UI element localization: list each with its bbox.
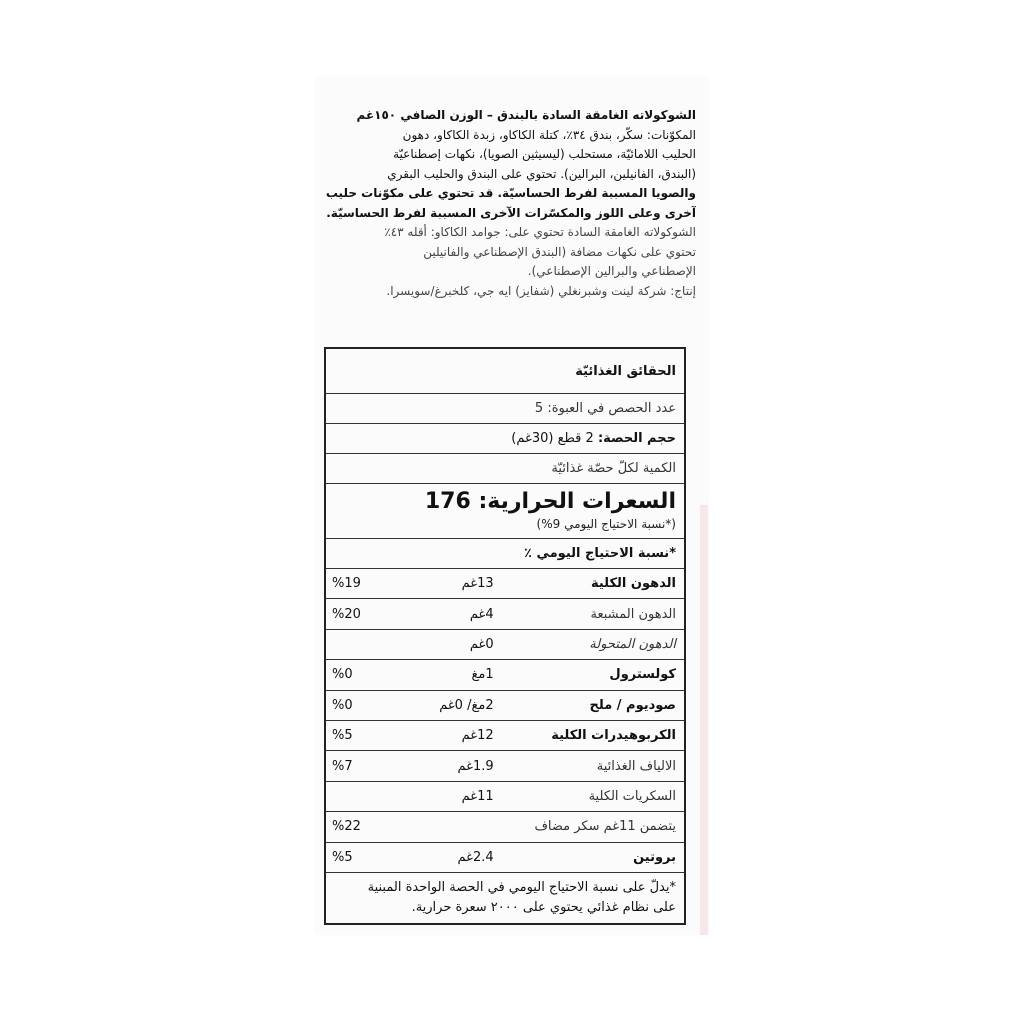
nutrient-row-trans-fat bbox=[325, 629, 685, 659]
nutrient-dv: %0 bbox=[325, 690, 409, 720]
serving-size-label: حجم الحصة: bbox=[597, 431, 676, 446]
nutrient-dv bbox=[325, 629, 409, 659]
allergen-line: والصويا المسببة لفرط الحساسيّة. قد تحتوي على مكوّنات حليب bbox=[326, 186, 696, 200]
nutrient-name: بروتين bbox=[502, 842, 685, 872]
nutrient-name: الدهون الكلية bbox=[502, 569, 685, 599]
cocoa-line: الشوكولاته الغامقة السادة تحتوي على: جوامد الكاكاو: أقله ٤٣٪ bbox=[384, 225, 696, 239]
servings-per-container: عدد الحصص في العبوة: 5 bbox=[325, 394, 685, 424]
calories-value: 176 bbox=[424, 489, 471, 514]
nutrient-amount: 2مغ/ 0غم bbox=[409, 690, 502, 720]
nutrient-dv bbox=[325, 781, 409, 811]
producer-line: إنتاج: شركة لينت وشبرنغلي (شفايز) ايه جي، كلخبرغ/سويسرا. bbox=[386, 283, 696, 298]
nutrient-row-added-sugars bbox=[325, 812, 685, 842]
facts-title: الحقائق الغذائيّة bbox=[325, 348, 685, 394]
calories-label: السعرات الحرارية: bbox=[478, 489, 676, 514]
nutrient-name: يتضمن 11غم سكر مضاف bbox=[409, 812, 685, 842]
nutrient-row-total-sugars bbox=[325, 781, 685, 811]
nutrient-dv: %20 bbox=[325, 599, 409, 629]
calories-dv: (*نسبة الاحتياج اليومي 9%) bbox=[536, 517, 676, 531]
nutrient-name: السكريات الكلية bbox=[502, 781, 685, 811]
nutrient-amount: 0غم bbox=[409, 629, 502, 659]
facts-title-row bbox=[325, 348, 685, 394]
nutrient-row-total-fat bbox=[325, 569, 685, 599]
nutrient-row-sodium bbox=[325, 690, 685, 720]
product-title: الشوكولاته الغامقة السادة بالبندق – الوزن الصافي ١٥٠غم bbox=[356, 108, 696, 122]
nutrient-name: صوديوم / ملح bbox=[502, 690, 685, 720]
nutrient-name: الالياف الغذائية bbox=[502, 751, 685, 781]
nutrient-row-carbohydrates bbox=[325, 720, 685, 750]
dv-header: *نسبة الاحتياج اليومي ٪ bbox=[325, 539, 685, 569]
nutrient-name: الكربوهيدرات الكلية bbox=[502, 720, 685, 750]
nutrient-dv: %22 bbox=[325, 812, 409, 842]
nutrient-row-protein bbox=[325, 842, 685, 872]
nutrient-amount: 4غم bbox=[409, 599, 502, 629]
flavour-line: تحتوي على نكهات مضافة (البندق الإصطناعي والفانيلين bbox=[423, 244, 696, 259]
nutrition-facts-table bbox=[324, 347, 686, 925]
nutrient-amount: 2.4غم bbox=[409, 842, 502, 872]
flavour-line: الإصطناعي والبرالين الإصطناعي). bbox=[527, 264, 696, 278]
allergen-line: آخرى وعلى اللوز والمكسّرات الآخرى المسببة لفرط الحساسيّة. bbox=[326, 205, 696, 220]
nutrient-amount: 12غم bbox=[409, 720, 502, 750]
nutrient-row-saturated-fat bbox=[325, 599, 685, 629]
servings-row bbox=[325, 394, 685, 424]
footnote-line: على نظام غذائي يحتوي على ٢٠٠٠ سعرة حرارية. bbox=[411, 899, 676, 915]
nutrient-dv: %0 bbox=[325, 660, 409, 690]
calories-row bbox=[325, 484, 685, 539]
calories bbox=[325, 484, 685, 539]
ingredients-line: الحليب اللامائيّة، مستحلب (ليسيثين الصويا)، نكهات إصطناعيّة bbox=[393, 147, 696, 161]
nutrient-name: الدهون المتحولة bbox=[502, 629, 685, 659]
nutrient-name: كولسترول bbox=[502, 660, 685, 690]
nutrient-dv: %5 bbox=[325, 720, 409, 750]
footnote bbox=[325, 872, 685, 924]
serving-size-value: 2 قطع (30غم) bbox=[511, 431, 594, 446]
amount-per-serving: الكمية لكلّ حصّة غذائيّة bbox=[325, 454, 685, 484]
nutrient-amount: 11غم bbox=[409, 781, 502, 811]
ingredients-line: (البندق، الفانيلين، البرالين). تحتوي على البندق والحليب البقري bbox=[387, 166, 696, 181]
package-edge bbox=[700, 505, 708, 935]
nutrient-name: الدهون المشبعة bbox=[502, 599, 685, 629]
nutrient-dv: %5 bbox=[325, 842, 409, 872]
calories-line bbox=[332, 489, 676, 515]
nutrient-row-fiber bbox=[325, 751, 685, 781]
serving-size-row bbox=[325, 424, 685, 454]
dv-header-row bbox=[325, 539, 685, 569]
amount-per-serving-row bbox=[325, 454, 685, 484]
nutrient-dv: %19 bbox=[325, 569, 409, 599]
nutrient-row-cholesterol bbox=[325, 660, 685, 690]
ingredients-line: المكوّنات: سكّر، بندق ٣٤٪، كتلة الكاكاو، زبدة الكاكاو، دهون bbox=[402, 127, 696, 142]
nutrient-amount: 1مغ bbox=[409, 660, 502, 690]
footnote-line: *يدلّ على نسبة الاحتياج اليومي في الحصة الواحدة المبنية bbox=[367, 879, 676, 895]
nutrient-amount: 1.9غم bbox=[409, 751, 502, 781]
serving-size bbox=[325, 424, 685, 454]
nutrient-dv: %7 bbox=[325, 751, 409, 781]
nutrient-amount: 13غم bbox=[409, 569, 502, 599]
footnote-row bbox=[325, 872, 685, 924]
ingredients-text bbox=[326, 106, 696, 301]
